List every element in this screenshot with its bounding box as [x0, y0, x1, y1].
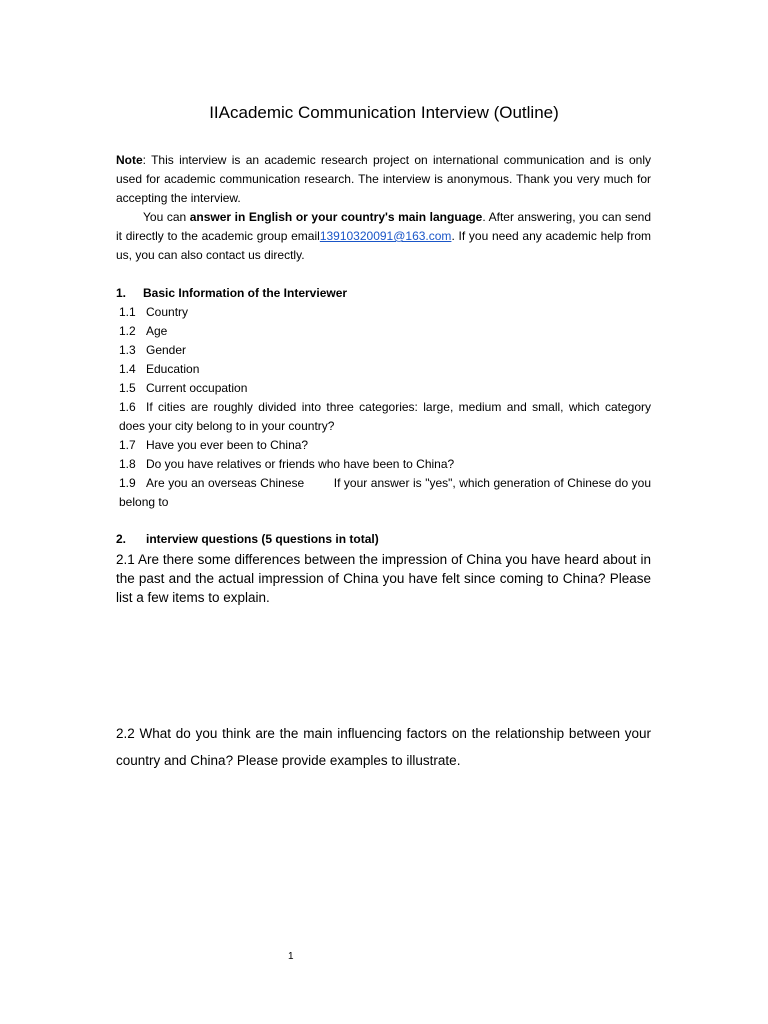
- note-paragraph: [116, 151, 651, 208]
- document-title: [0, 101, 768, 125]
- item-number: 1.1: [119, 305, 136, 319]
- section1-number: 1.: [116, 286, 127, 300]
- answer-language-emphasis: answer in English or your country's main language: [189, 210, 483, 224]
- section2-heading: [116, 530, 379, 549]
- item-label: Have you ever been to China?: [146, 438, 309, 452]
- list-item: [116, 436, 651, 455]
- title-roman-numeral: II: [209, 103, 219, 122]
- item-followup-label: If your answer is "yes", which generation of Chinese do you belong to: [119, 476, 651, 509]
- item-label: Country: [146, 305, 189, 319]
- interviewer-info-list: [116, 303, 651, 512]
- list-item: [116, 303, 651, 322]
- answer-suffix: . If you need any academic help from us, you can also contact us directly.: [116, 229, 651, 262]
- list-item: [116, 398, 651, 436]
- item-number: 1.5: [119, 381, 136, 395]
- title-text: Academic Communication Interview (Outline): [218, 103, 559, 122]
- note-text: : This interview is an academic research project on international communication and is only used for academic communication research. The interview is anonymous. Thank you very much for accepting the interview.: [116, 153, 651, 205]
- item-number: 1.2: [119, 324, 136, 338]
- email-link[interactable]: 13910320091@163.com: [319, 229, 452, 243]
- item-number: 1.9: [119, 476, 136, 490]
- section1-title: Basic Information of the Interviewer: [143, 286, 348, 300]
- question-2-2: 2.2 What do you think are the main influencing factors on the relationship between your country and China? Please provide examples to illustrate.: [116, 726, 651, 768]
- answer-middle: . After answering, you can send it directly to the academic group email: [116, 210, 651, 243]
- answer-prefix: You can: [143, 210, 190, 224]
- list-item: [116, 341, 651, 360]
- item-number: 1.6: [119, 400, 136, 414]
- list-item: [116, 379, 651, 398]
- section1-heading: [116, 284, 347, 303]
- page-number: 1: [288, 951, 294, 962]
- list-item: [116, 474, 651, 512]
- item-number: 1.7: [119, 438, 136, 452]
- item-label: Are you an overseas Chinese: [146, 476, 305, 490]
- list-item: [116, 360, 651, 379]
- item-label: Age: [146, 324, 168, 338]
- answer-instructions-paragraph: [116, 208, 651, 265]
- item-label: Current occupation: [146, 381, 248, 395]
- item-label: Gender: [146, 343, 187, 357]
- item-label: If cities are roughly divided into three categories: large, medium and small, which category does your city belong to in your country?: [119, 400, 651, 433]
- list-item: [116, 322, 651, 341]
- section2-number: 2.: [116, 532, 127, 546]
- question-2-1: 2.1 Are there some differences between the impression of China you have heard about in the past and the actual impression of China you have felt since coming to China? Please list a few items to explain.: [116, 552, 651, 605]
- item-label: Education: [146, 362, 200, 376]
- section2-title: interview questions (5 questions in total): [146, 532, 379, 546]
- item-number: 1.3: [119, 343, 136, 357]
- note-label: Note: [116, 153, 143, 167]
- item-number: 1.4: [119, 362, 136, 376]
- item-label: Do you have relatives or friends who have been to China?: [146, 457, 455, 471]
- item-number: 1.8: [119, 457, 136, 471]
- list-item: [116, 455, 651, 474]
